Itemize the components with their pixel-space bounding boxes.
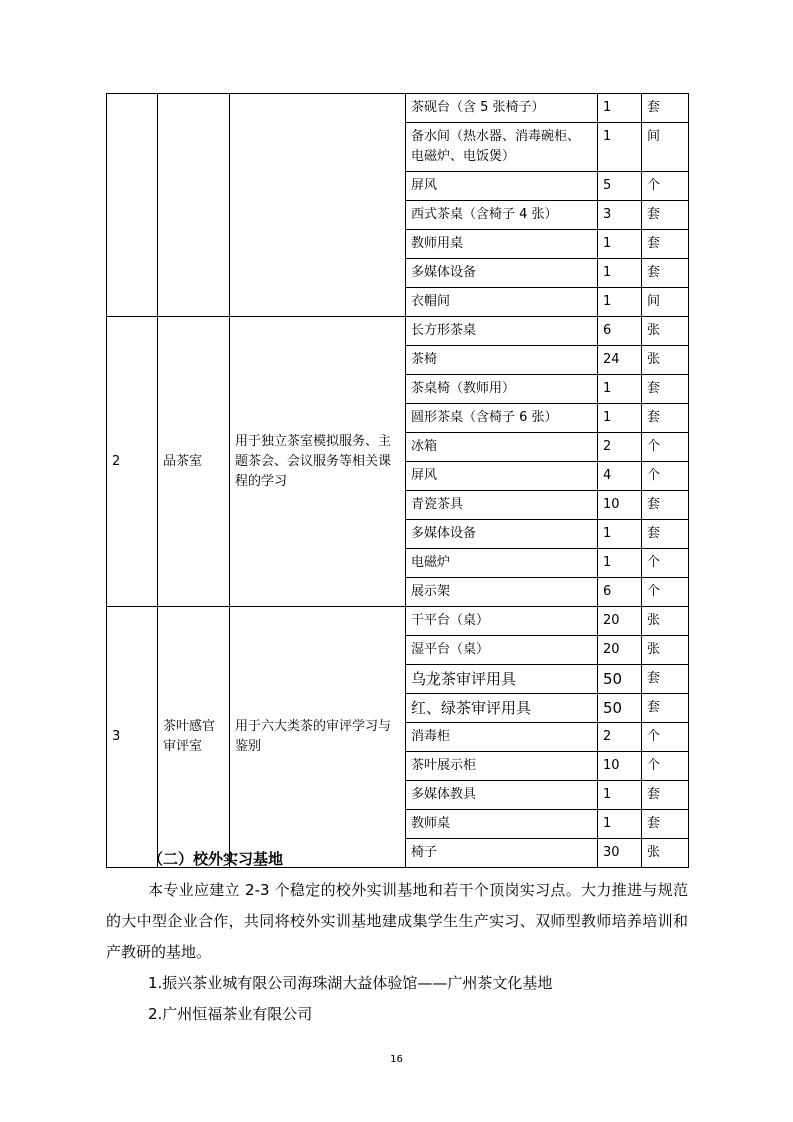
room-name-cell: 茶叶感官审评室 <box>158 607 230 868</box>
equipment-item-cell: 备水间（热水器、消毒碗柜、电磁炉、电饭煲） <box>406 123 598 172</box>
unit-cell: 个 <box>642 433 689 462</box>
unit-cell: 套 <box>642 201 689 230</box>
practice-base-item-2: 2.广州恒福茶业有限公司 <box>148 1005 313 1023</box>
room-purpose-cell: 用于独立茶室模拟服务、主题茶会、会议服务等相关课程的学习 <box>230 317 406 607</box>
room-number-cell <box>107 94 158 317</box>
quantity-cell: 3 <box>598 201 642 230</box>
quantity-cell: 50 <box>598 694 642 723</box>
unit-cell: 张 <box>642 317 689 346</box>
quantity-cell: 1 <box>598 288 642 317</box>
table-row <box>107 317 689 346</box>
room-name-cell: 品茶室 <box>158 317 230 607</box>
quantity-cell: 1 <box>598 781 642 810</box>
unit-cell: 套 <box>642 520 689 549</box>
quantity-cell: 1 <box>598 94 642 123</box>
unit-cell: 套 <box>642 404 689 433</box>
quantity-cell: 2 <box>598 723 642 752</box>
quantity-cell: 1 <box>598 230 642 259</box>
quantity-cell: 20 <box>598 607 642 636</box>
equipment-item-cell: 茶椅 <box>406 346 598 375</box>
equipment-item-cell: 多媒体教具 <box>406 781 598 810</box>
room-number-cell: 3 <box>107 607 158 868</box>
unit-cell: 个 <box>642 752 689 781</box>
unit-cell: 个 <box>642 578 689 607</box>
equipment-item-cell: 消毒柜 <box>406 723 598 752</box>
quantity-cell: 6 <box>598 578 642 607</box>
unit-cell: 张 <box>642 636 689 665</box>
equipment-item-cell: 教师桌 <box>406 810 598 839</box>
equipment-item-cell: 茶桌椅（教师用） <box>406 375 598 404</box>
room-purpose-cell <box>230 94 406 317</box>
equipment-item-cell: 圆形茶桌（含椅子 6 张） <box>406 404 598 433</box>
equipment-table <box>106 93 689 868</box>
unit-cell: 个 <box>642 723 689 752</box>
quantity-cell: 5 <box>598 172 642 201</box>
unit-cell: 张 <box>642 839 689 868</box>
unit-cell: 个 <box>642 549 689 578</box>
quantity-cell: 1 <box>598 520 642 549</box>
room-number-cell: 2 <box>107 317 158 607</box>
table-row <box>107 94 689 123</box>
unit-cell: 套 <box>642 375 689 404</box>
equipment-item-cell: 冰箱 <box>406 433 598 462</box>
unit-cell: 个 <box>642 462 689 491</box>
quantity-cell: 10 <box>598 491 642 520</box>
quantity-cell: 1 <box>598 375 642 404</box>
page-number: 16 <box>390 1054 403 1065</box>
quantity-cell: 1 <box>598 810 642 839</box>
equipment-item-cell: 教师用桌 <box>406 230 598 259</box>
equipment-item-cell: 茶砚台（含 5 张椅子） <box>406 94 598 123</box>
unit-cell: 套 <box>642 810 689 839</box>
equipment-item-cell: 展示架 <box>406 578 598 607</box>
equipment-item-cell: 西式茶桌（含椅子 4 张） <box>406 201 598 230</box>
unit-cell: 套 <box>642 694 689 723</box>
unit-cell: 套 <box>642 94 689 123</box>
room-purpose-cell: 用于六大类茶的审评学习与鉴别 <box>230 607 406 868</box>
quantity-cell: 2 <box>598 433 642 462</box>
unit-cell: 间 <box>642 288 689 317</box>
unit-cell: 张 <box>642 346 689 375</box>
equipment-item-cell: 青瓷茶具 <box>406 491 598 520</box>
unit-cell: 套 <box>642 259 689 288</box>
quantity-cell: 1 <box>598 404 642 433</box>
unit-cell: 套 <box>642 230 689 259</box>
equipment-item-cell: 屏风 <box>406 462 598 491</box>
equipment-item-cell: 屏风 <box>406 172 598 201</box>
equipment-item-cell: 电磁炉 <box>406 549 598 578</box>
quantity-cell: 4 <box>598 462 642 491</box>
quantity-cell: 24 <box>598 346 642 375</box>
equipment-item-cell: 干平台（桌） <box>406 607 598 636</box>
table-row <box>107 607 689 636</box>
quantity-cell: 6 <box>598 317 642 346</box>
equipment-item-cell: 乌龙茶审评用具 <box>406 665 598 694</box>
equipment-item-cell: 湿平台（桌） <box>406 636 598 665</box>
unit-cell: 套 <box>642 665 689 694</box>
equipment-item-cell: 多媒体设备 <box>406 520 598 549</box>
equipment-item-cell: 红、绿茶审评用具 <box>406 694 598 723</box>
quantity-cell: 50 <box>598 665 642 694</box>
equipment-item-cell: 衣帽间 <box>406 288 598 317</box>
quantity-cell: 1 <box>598 259 642 288</box>
quantity-cell: 1 <box>598 123 642 172</box>
section-paragraph: 本专业应建立 2-3 个稳定的校外实训基地和若干个顶岗实习点。大力推进与规范的大中型企业合作，共同将校外实训基地建成集学生生产实习、双师型教师培养培训和产教研的基地。 <box>106 881 688 961</box>
section-heading: （二）校外实习基地 <box>148 850 284 868</box>
equipment-item-cell: 茶叶展示柜 <box>406 752 598 781</box>
quantity-cell: 10 <box>598 752 642 781</box>
quantity-cell: 30 <box>598 839 642 868</box>
quantity-cell: 20 <box>598 636 642 665</box>
quantity-cell: 1 <box>598 549 642 578</box>
equipment-item-cell: 长方形茶桌 <box>406 317 598 346</box>
equipment-item-cell: 椅子 <box>406 839 598 868</box>
unit-cell: 间 <box>642 123 689 172</box>
unit-cell: 个 <box>642 172 689 201</box>
practice-base-item-1: 1.振兴茶业城有限公司海珠湖大益体验馆——广州茶文化基地 <box>148 974 553 992</box>
room-name-cell <box>158 94 230 317</box>
unit-cell: 套 <box>642 491 689 520</box>
unit-cell: 张 <box>642 607 689 636</box>
unit-cell: 套 <box>642 781 689 810</box>
equipment-item-cell: 多媒体设备 <box>406 259 598 288</box>
